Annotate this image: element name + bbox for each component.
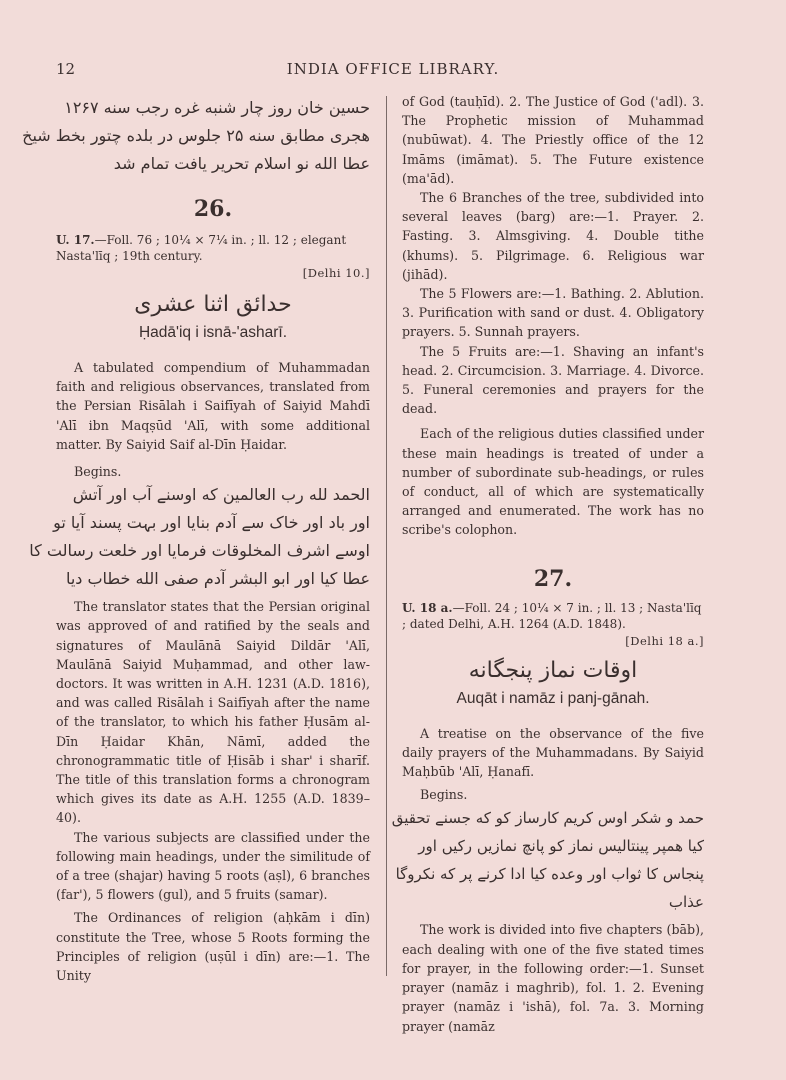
paragraph: The 5 Fruits are:—1. Shaving an infant's head. 2. Circumcision. 3. Marriage. 4. Divorce. 5. Funeral ceremonies and prayers for the dead. [402,343,704,417]
urdu-line: عطا الله نو اسلام تحریر یافت تمام شد [113,154,370,173]
urdu-line: حسین خان روز چار شنبه غره رجب سنه ۱۲۶۷ [64,98,370,117]
running-head: INDIA OFFICE LIBRARY. [286,60,500,78]
paragraph: The 5 Flowers are:—1. Bathing. 2. Ablution. 3. Purification with sand or dust. 4. Obligatory prayers. 5. Sunnah prayers. [402,286,704,340]
paragraph: The 6 Branches of the tree, subdivided into several leaves (barg) are:—1. Prayer. 2. Fasting. 3. Almsgiving. 4. Double tithe (khums). 5. Pilgrimage. 6. Religious war (jihād). [402,190,704,282]
paragraph: The work is divided into five chapters (bāb), each dealing with one of the five stated times for prayer, in the following order:—1. Sunset prayer (namāz i maghrib), fol. 1. 2. Evening prayer (namāz i 'ishā), fol. 7a. 3. Morning prayer (namāz [402,922,704,1034]
manuscript-id: U. 17. [56,233,95,247]
begins-label: Begins. [74,464,122,480]
entry-number: 26. [193,196,233,222]
urdu-line: اوسے اشرف المخلوقات فرمایا اور خلعت رسالت کا [29,541,370,561]
paragraph: of God (tauḥīd). 2. The Justice of God ('adl). 3. The Prophetic mission of Muhammad (nubūwat). 4. The Priestly office of the 12 Imāms (imāmat). 5. The Future existence (ma'ād). [402,94,704,186]
description: A tabulated compendium of Muhammadan faith and religious observances, translated from the Persian Risālah i Saifīyah of Saiyid Mahdī 'Alī ibn Maqṣūd 'Alī, with some additional matter. By Saiyid Saif al-Dīn Ḥaidar. [56,360,370,452]
urdu-line: الحمد لله رب العالمین که اوسنے آب اور آتش [72,485,370,505]
right-column [391,92,704,1036]
title-urdu: اوقات نماز پنجگانه [468,657,638,683]
description: A treatise on the observance of the five daily prayers of the Muhammadans. By Saiyid Maḥbūb 'Alī, Ḥanafī. [402,725,704,780]
title-urdu: حدائق اثنا عشری [134,292,292,317]
manuscript-description [56,232,370,264]
urdu-line: عطا کیا اور ابو البشر آدم صفی الله خطاب دیا [65,569,370,589]
urdu-line: کیا همپر پینتالیس نماز کو پانچ نمازیں رکیں اور [418,837,704,856]
urdu-line: حمد و شکر اوس کریم کارساز کو که جسنے تحقیق [391,809,704,828]
begins-urdu [391,804,704,916]
shelfmark: [Delhi 10.] [302,266,370,280]
begins-urdu [29,481,370,593]
shelfmark: [Delhi 18 a.] [625,633,704,648]
paragraph: The translator states that the Persian original was approved of and ratified by the seals and signatures of Maulānā Saiyid Dildār 'Alī, Maulānā Saiyid Muḥammad, and other law-doctors. It was written in A.H. 1231 (A.D. 1816), and was called Risālah i Saifīyah after the name of the translator, to which his father Ḥusām al-Dīn Ḥaidar Khān, Nāmī, added the chronogrammatic title of Ḥisāb i shar' i sharīf. The title of this translation forms a chronogram which gives its date as A.H. 1255 (A.D. 1839–40). [56,599,370,826]
begins-label: Begins. [420,787,468,803]
colophon-urdu [22,94,370,178]
manuscript-info: —Foll. 24 ; 10¼ × 7 in. ; ll. 13 ; Nasta'līq ; dated Delhi, A.H. 1264 (A.D. 1848). [402,600,702,631]
urdu-line: پنجاس کا ثواب اور وعده کیا ادا کرنے پر که نکروگا [395,865,704,884]
paragraph: Each of the religious duties classified under these main headings is treated of under a number of subordinate sub-headings, or rules of conduct, all of which are systematically arranged and enumerated. The work has no scribe's colophon. [402,426,704,538]
title-transliteration: Ḥadā'iq i isnā-'asharī. [138,324,288,341]
page-number: 12 [56,60,76,78]
manuscript-info: —Foll. 76 ; 10¼ × 7¼ in. ; ll. 12 ; elegant Nasta'līq ; 19th century. [56,233,347,263]
title-transliteration: Auqāt i namāz i panj-gānah. [456,689,650,707]
column-divider [386,96,387,976]
entry-number: 27. [533,565,573,592]
urdu-line: عذاب [668,893,704,912]
paragraph: The Ordinances of religion (aḥkām i dīn) constitute the Tree, whose 5 Roots forming the Principles of religion (uṣūl i dīn) are:—1. The Unity [56,910,370,984]
manuscript-description [402,600,704,632]
left-column [22,92,370,985]
manuscript-id: U. 18 a. [402,600,453,615]
paragraph: The various subjects are classified under the following main headings, under the similitude of of a tree (shajar) having 5 roots (aṣl), 6 branches (far'), 5 flowers (gul), and 5 fruits (samar). [56,829,370,903]
urdu-line: هجری مطابق سنه ۲۵ جلوس در بلده چتور بخط شیخ [22,126,370,145]
urdu-line: اور باد اور خاک سے آدم بنایا اور بہت پسند آیا تو [53,513,370,533]
